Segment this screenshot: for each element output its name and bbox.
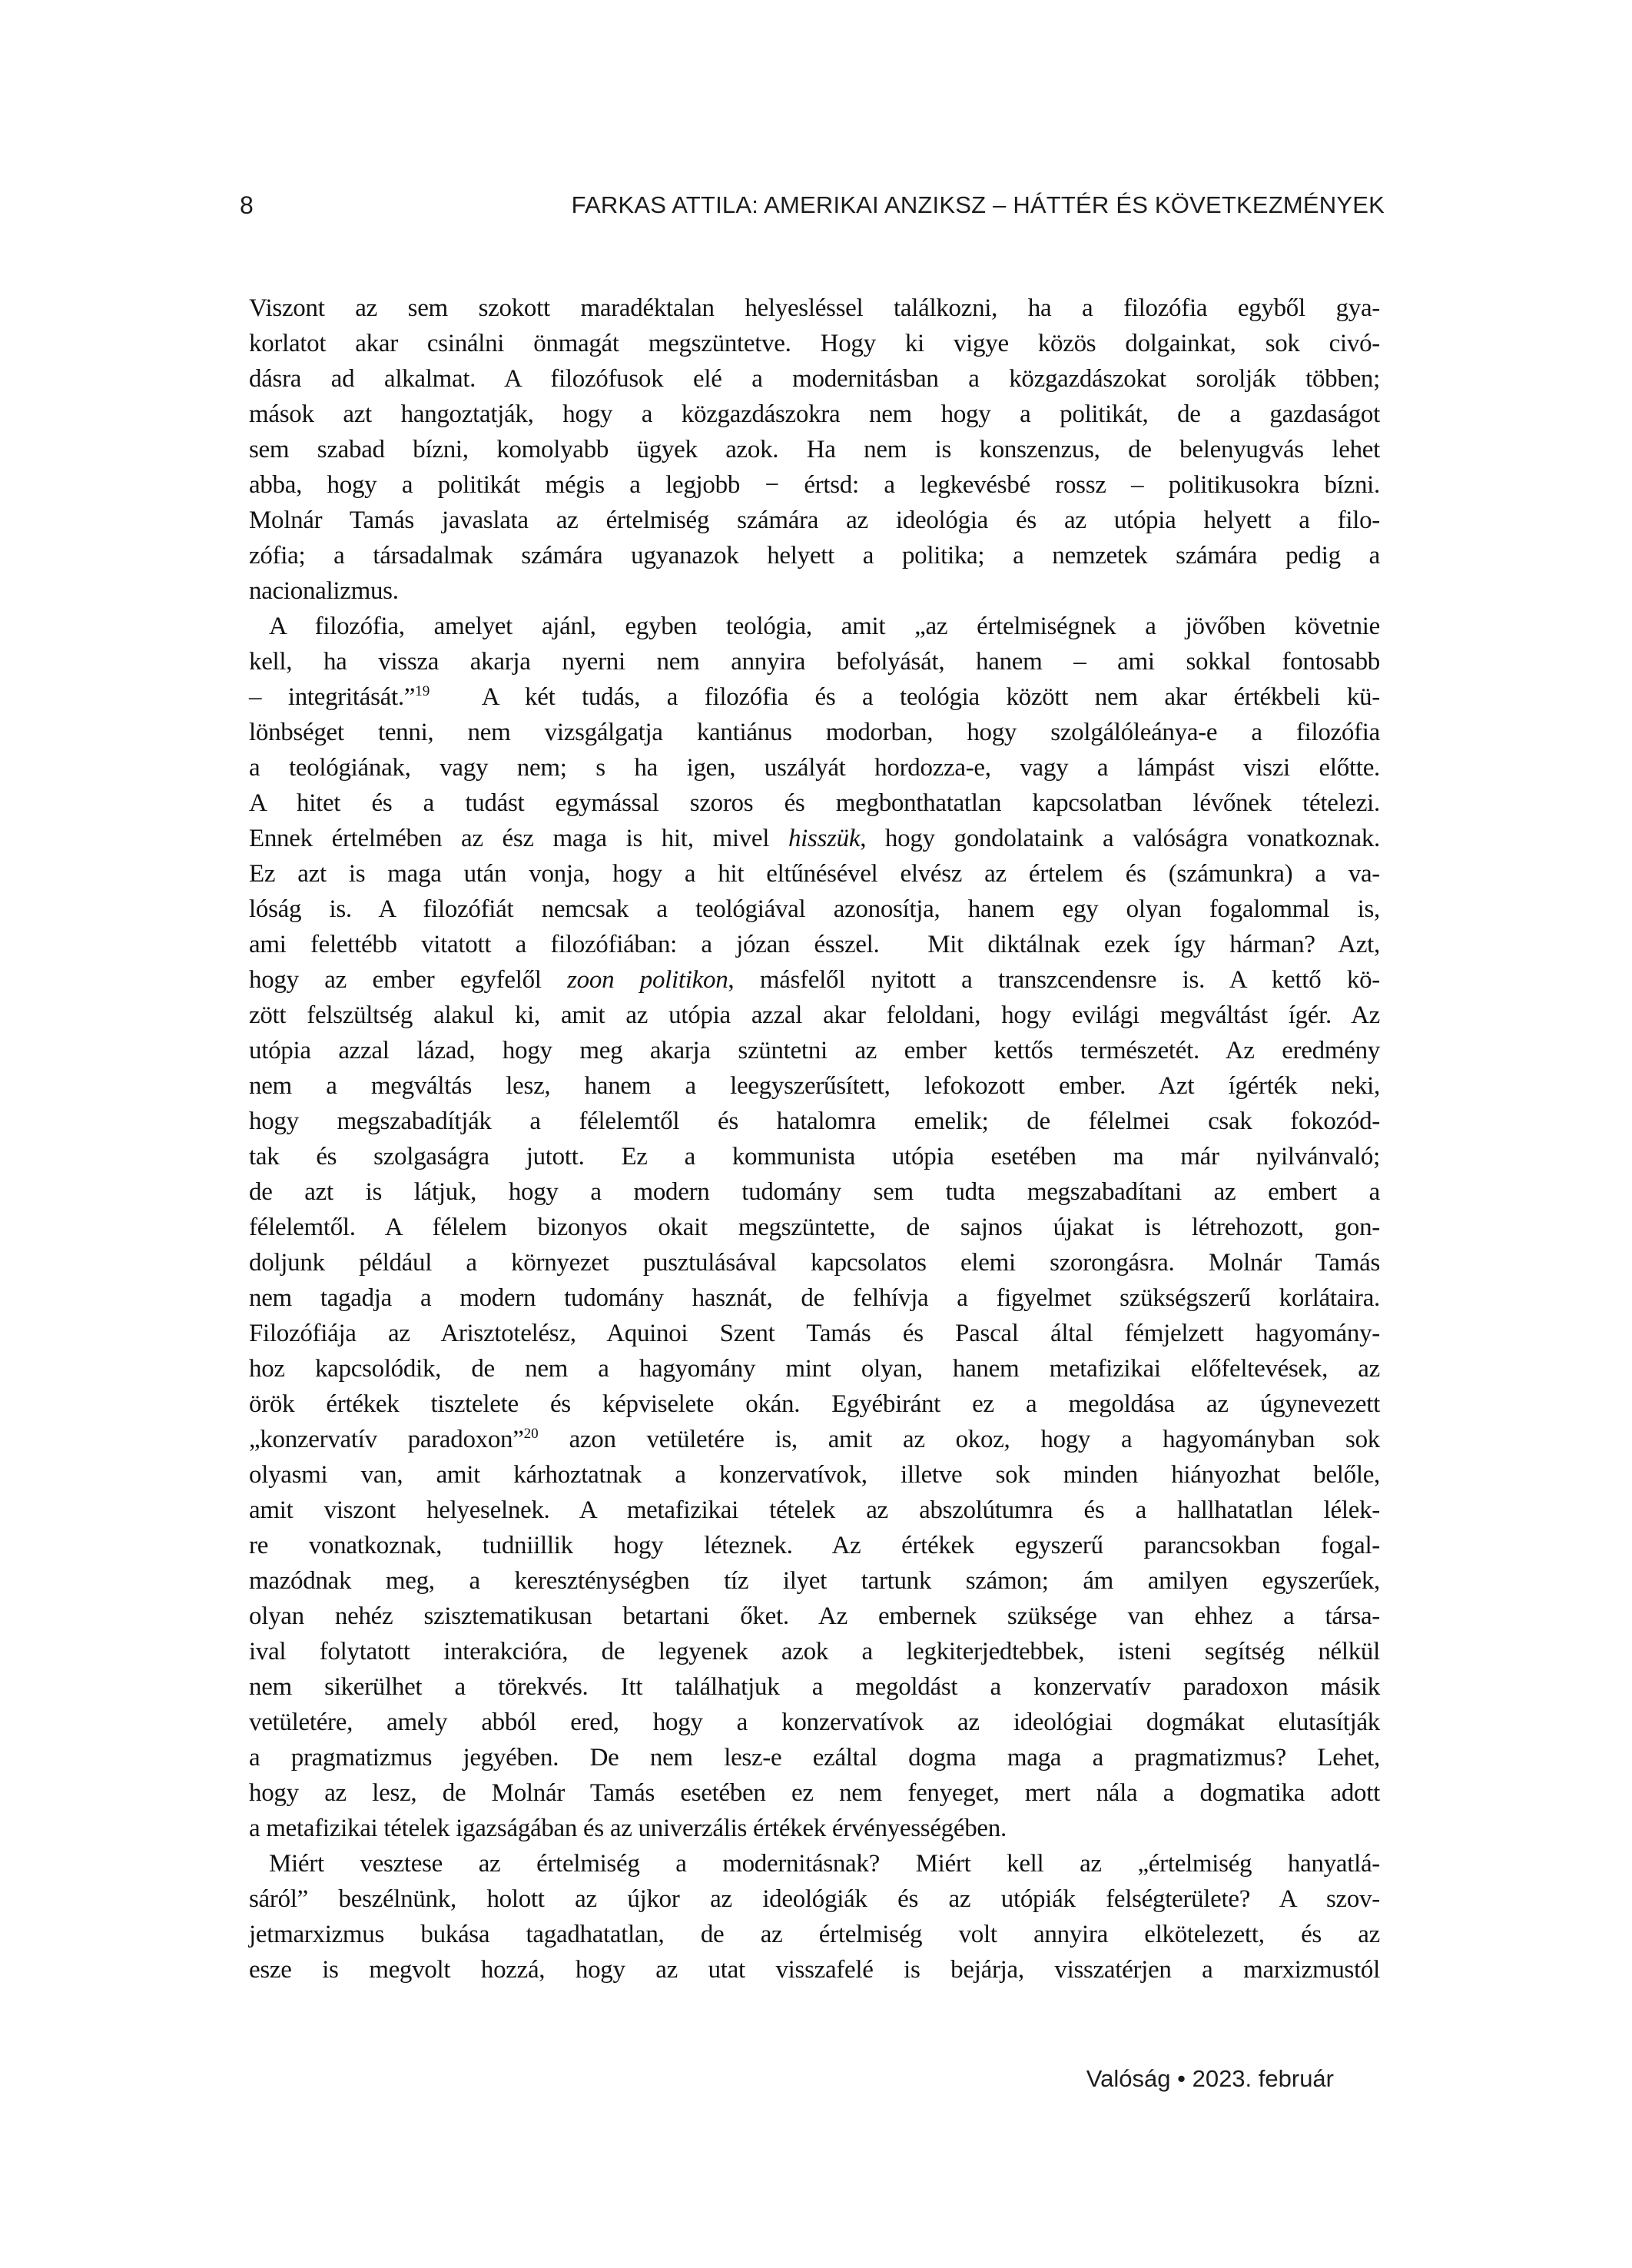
text-segment: mások azt hangoztatják, hogy a közgazdászokra nem hogy a politikát, de a gazdaságot <box>249 400 1380 428</box>
text-line <box>249 1846 1380 1881</box>
text-segment: Viszont az sem szokott maradéktalan helyesléssel találkozni, ha a filozófia egyből gya- <box>249 294 1380 322</box>
text-line <box>249 1705 1380 1740</box>
text-segment: Molnár Tamás javaslata az értelmiség számára az ideológia és az utópia helyett a filo- <box>249 506 1380 534</box>
text-segment: korlatot akar csinálni önmagát megszüntetve. Hogy ki vigye közös dolgainkat, sok civó- <box>249 330 1380 357</box>
text-segment: , másfelől nyitott a transzcendensre is. A kettő kö- <box>728 966 1380 994</box>
text-segment: zött felszültség alakul ki, amit az utópia azzal akar feloldani, hogy evilági megváltást ígér. Az <box>249 1001 1380 1029</box>
italic-phrase: zoon politikon <box>567 966 728 994</box>
text-line <box>249 821 1380 856</box>
text-line <box>249 1528 1380 1563</box>
text-line <box>249 892 1380 927</box>
text-line <box>249 1599 1380 1634</box>
text-segment: olyan nehéz szisztematikusan betartani őket. Az embernek szüksége van ehhez a társa- <box>249 1602 1380 1630</box>
text-segment: A filozófia, amelyet ajánl, egyben teológia, amit „az értelmiségnek a jövőben követnie <box>269 613 1380 640</box>
text-line <box>249 1563 1380 1599</box>
text-line <box>249 1280 1380 1316</box>
text-line <box>249 1881 1380 1917</box>
text-line <box>249 573 1380 609</box>
text-segment: nem a megváltás lesz, hanem a leegyszerűsített, lefokozott ember. Azt ígérték neki, <box>249 1072 1380 1100</box>
text-line <box>249 609 1380 644</box>
text-line <box>249 998 1380 1033</box>
text-segment: utópia azzal lázad, hogy meg akarja szüntetni az ember kettős természetét. Az eredmény <box>249 1037 1380 1064</box>
text-line <box>249 1174 1380 1210</box>
text-segment: A hitet és a tudást egymással szoros és megbonthatatlan kapcsolatban lévőnek tételezi. <box>249 789 1380 817</box>
text-segment: Miért vesztese az értelmiség a modernitásnak? Miért kell az „értelmiség hanyatlá- <box>269 1850 1380 1878</box>
text-segment: esze is megvolt hozzá, hogy az utat visszafelé is bejárja, visszatérjen a marxizmustól <box>249 1956 1380 1984</box>
body-text-block <box>249 291 1380 1987</box>
italic-phrase: hisszük <box>788 825 861 852</box>
text-segment: A két tudás, a filozófia és a teológia között nem akar értékbeli kü- <box>430 683 1380 711</box>
text-line <box>249 1316 1380 1351</box>
text-segment: ival folytatott interakcióra, de legyenek azok a legkiterjedtebbek, isteni segítség nélkül <box>249 1638 1380 1665</box>
text-line <box>249 1457 1380 1493</box>
text-line <box>249 1634 1380 1669</box>
text-segment: sáról” beszélnünk, holott az újkor az ideológiák és az utópiák felségterülete? A szov- <box>249 1885 1380 1913</box>
page-number: 8 <box>240 191 254 219</box>
text-line <box>249 644 1380 679</box>
text-segment: hogy az ember egyfelől <box>249 966 568 994</box>
text-line <box>249 962 1380 998</box>
text-line <box>249 1245 1380 1280</box>
journal-footer: Valóság • 2023. február <box>1086 2065 1334 2092</box>
footnote-marker: 20 <box>523 1426 539 1442</box>
text-line <box>249 785 1380 821</box>
text-line <box>249 1351 1380 1386</box>
running-header-title: FARKAS ATTILA: AMERIKAI ANZIKSZ – HÁTTÉR ÉS KÖVETKEZMÉNYEK <box>571 191 1385 218</box>
text-line <box>249 715 1380 750</box>
text-line <box>249 467 1380 503</box>
text-line <box>249 1811 1380 1846</box>
text-line <box>249 679 1380 715</box>
text-segment: de azt is látjuk, hogy a modern tudomány sem tudta megszabadítani az embert a <box>249 1178 1380 1206</box>
text-line <box>249 1104 1380 1139</box>
text-segment: lönbséget tenni, nem vizsgálgatja kantiánus modorban, hogy szolgálóleánya-e a filozófia <box>249 719 1380 746</box>
text-segment: jetmarxizmus bukása tagadhatatlan, de az értelmiség volt annyira elkötelezett, és az <box>249 1921 1380 1948</box>
footnote-marker: 19 <box>415 683 430 699</box>
text-segment: hogy az lesz, de Molnár Tamás esetében ez nem fenyeget, mert nála a dogmatika adott <box>249 1779 1380 1807</box>
text-segment: mazódnak meg, a kereszténységben tíz ilyet tartunk számon; ám amilyen egyszerűek, <box>249 1567 1380 1595</box>
text-line <box>249 1952 1380 1987</box>
text-segment: tak és szolgaságra jutott. Ez a kommunista utópia esetében ma már nyilvánvaló; <box>249 1143 1380 1171</box>
text-line <box>249 750 1380 785</box>
text-line <box>249 326 1380 361</box>
text-line <box>249 1669 1380 1705</box>
text-segment: , hogy gondolataink a valóságra vonatkoznak. <box>860 825 1380 852</box>
text-line <box>249 1740 1380 1775</box>
text-line <box>249 927 1380 962</box>
text-segment: örök értékek tisztelete és képviselete okán. Egyébiránt ez a megoldása az úgynevezett <box>249 1390 1380 1418</box>
text-segment: félelemtől. A félelem bizonyos okait megszüntette, de sajnos újakat is létrehozott, gon- <box>249 1214 1380 1241</box>
text-line <box>249 1139 1380 1174</box>
text-line <box>249 1386 1380 1422</box>
text-segment: vetületére, amely abból ered, hogy a konzervatívok az ideológiai dogmákat elutasítják <box>249 1708 1380 1736</box>
text-line <box>249 361 1380 397</box>
text-segment: Filozófiája az Arisztotelész, Aquinoi Szent Tamás és Pascal által fémjelzett hagyomány- <box>249 1320 1380 1347</box>
text-line <box>249 1422 1380 1457</box>
text-segment: re vonatkoznak, tudniillik hogy léteznek. Az értékek egyszerű parancsokban fogal- <box>249 1532 1380 1559</box>
text-segment: dásra ad alkalmat. A filozófusok elé a modernitásban a közgazdászokat sorolják többen; <box>249 365 1380 393</box>
text-segment: zófia; a társadalmak számára ugyanazok helyett a politika; a nemzetek számára pedig a <box>249 542 1380 569</box>
text-line <box>249 291 1380 326</box>
text-segment: nacionalizmus. <box>249 577 399 605</box>
text-segment: amit viszont helyeselnek. A metafizikai tételek az abszolútumra és a hallhatatlan lélek- <box>249 1496 1380 1524</box>
text-line <box>249 1493 1380 1528</box>
text-segment: „konzervatív paradoxon” <box>249 1426 524 1453</box>
text-segment: nem sikerülhet a törekvés. Itt találhatjuk a megoldást a konzervatív paradoxon másik <box>249 1673 1380 1701</box>
text-line <box>249 1033 1380 1068</box>
text-line <box>249 1917 1380 1952</box>
text-line <box>249 1210 1380 1245</box>
text-segment: lóság is. A filozófiát nemcsak a teológiával azonosítja, hanem egy olyan fogalommal is, <box>249 895 1380 923</box>
text-segment: – integritását.” <box>249 683 416 711</box>
text-segment: olyasmi van, amit kárhoztatnak a konzervatívok, illetve sok minden hiányozhat belőle, <box>249 1461 1380 1489</box>
text-segment: Ez azt is maga után vonja, hogy a hit eltűnésével elvész az értelem és (számunkra) a va- <box>249 860 1380 888</box>
text-line <box>249 1775 1380 1811</box>
text-segment: azon vetületére is, amit az okoz, hogy a hagyományban sok <box>538 1426 1380 1453</box>
text-segment: a pragmatizmus jegyében. De nem lesz-e ezáltal dogma maga a pragmatizmus? Lehet, <box>249 1744 1380 1772</box>
text-segment: a teológiának, vagy nem; s ha igen, uszályát hordozza-e, vagy a lámpást viszi előtte. <box>249 754 1380 782</box>
text-line <box>249 397 1380 432</box>
text-line <box>249 1068 1380 1104</box>
text-line <box>249 503 1380 538</box>
text-segment: sem szabad bízni, komolyabb ügyek azok. Ha nem is konszenzus, de belenyugvás lehet <box>249 436 1380 463</box>
text-segment: ami felettébb vitatott a filozófiában: a józan ésszel. Mit diktálnak ezek így hárman? Azt, <box>249 931 1380 958</box>
text-segment: hoz kapcsolódik, de nem a hagyomány mint olyan, hanem metafizikai előfeltevések, az <box>249 1355 1380 1383</box>
text-segment: kell, ha vissza akarja nyerni nem annyira befolyását, hanem – ami sokkal fontosabb <box>249 648 1380 676</box>
text-segment: nem tagadja a modern tudomány hasznát, de felhívja a figyelmet szükségszerű korlátaira. <box>249 1284 1380 1312</box>
text-segment: abba, hogy a politikát mégis a legjobb − értsd: a legkevésbé rossz – politikusokra bízni. <box>249 471 1380 499</box>
text-segment: Ennek értelmében az ész maga is hit, mivel <box>249 825 788 852</box>
text-segment: doljunk például a környezet pusztulásával kapcsolatos elemi szorongásra. Molnár Tamás <box>249 1249 1380 1277</box>
text-line <box>249 538 1380 573</box>
text-line <box>249 432 1380 467</box>
text-segment: a metafizikai tételek igazságában és az univerzális értékek érvényességében. <box>249 1815 1007 1842</box>
text-segment: hogy megszabadítják a félelemtől és hatalomra emelik; de félelmei csak fokozód- <box>249 1107 1380 1135</box>
text-line <box>249 856 1380 892</box>
